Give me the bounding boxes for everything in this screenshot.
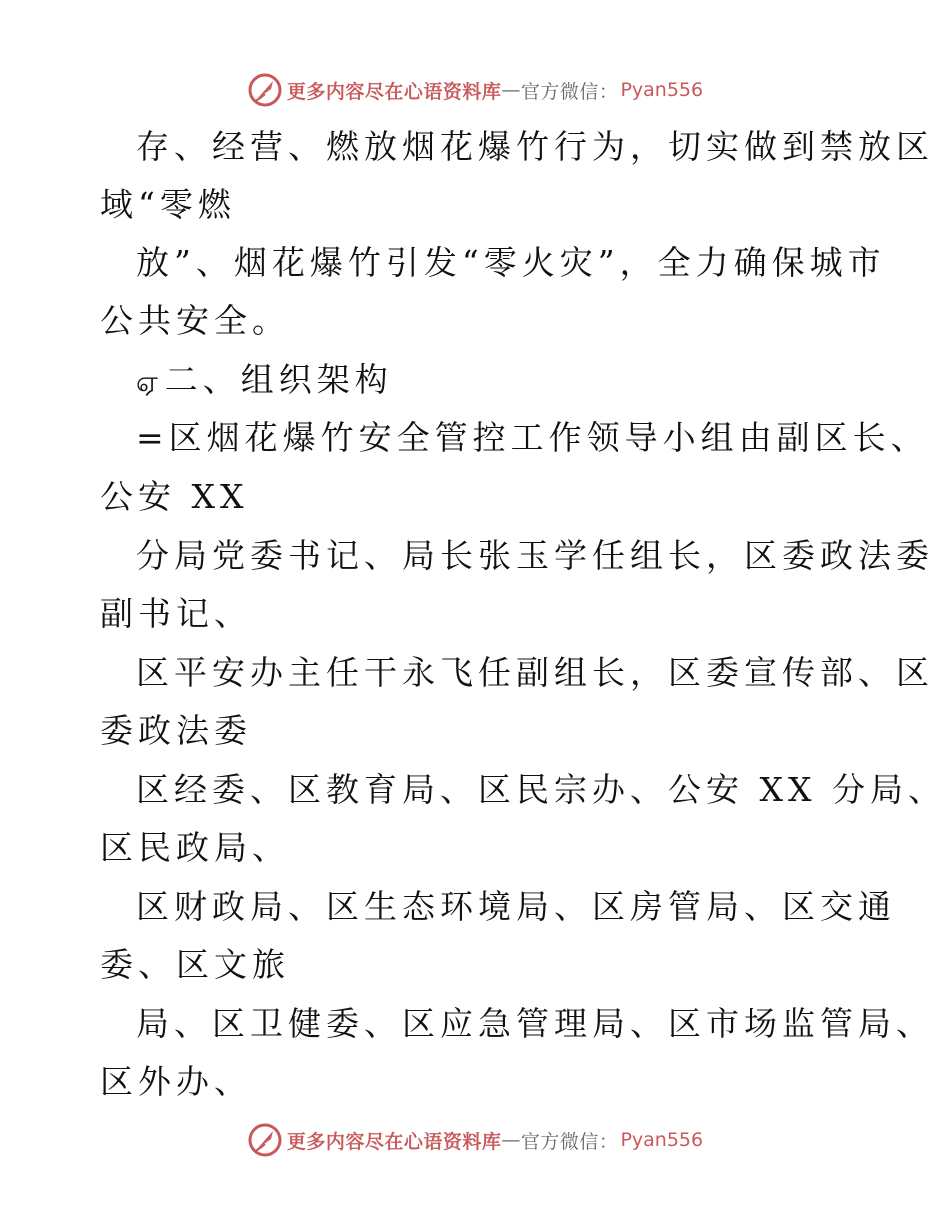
section-heading (136, 360, 896, 402)
section-heading-text: 二、组织架构 (164, 360, 393, 399)
text-line: 分局党委书记、局长张玉学任组长，区委政法委 (136, 536, 934, 575)
flourish-icon: ஏ (136, 365, 163, 398)
text-line: =区烟花爆竹安全管控工作领导小组由副区长、 (136, 418, 929, 457)
watermark-label: 官方微信： (520, 1130, 619, 1153)
watermark-text: 更多内容尽在心语资料库 (286, 1130, 502, 1153)
text-line: 区外办、 (100, 1062, 252, 1101)
text-line: 区经委、区教育局、区民宗办、公安 XX 分局、 (136, 770, 946, 809)
text-line: 副书记、 (100, 594, 252, 633)
text-line: 区平安办主任干永飞任副组长，区委宣传部、区 (136, 653, 934, 692)
text-line: 区财政局、区生态环境局、区房管局、区交通 (136, 887, 896, 926)
watermark-wechat-id: Pyan556 (620, 79, 704, 101)
watermark-dash: — (501, 79, 521, 101)
text-line: 存、经营、燃放烟花爆竹行为，切实做到禁放区 (136, 127, 934, 166)
text-line: 区民政局、 (100, 828, 290, 867)
watermark-text: 更多内容尽在心语资料库 (286, 80, 502, 103)
watermark-wechat-id: Pyan556 (620, 1129, 704, 1151)
text-line: 局、区卫健委、区应急管理局、区市场监管局、 (136, 1004, 934, 1043)
quill-logo-icon (247, 1122, 283, 1158)
text-line: 委、区文旅 (100, 945, 290, 984)
text-line: 放”、烟花爆竹引发“零火灾”，全力确保城市 (136, 243, 886, 282)
text-line: 公共安全。 (100, 301, 290, 340)
watermark-dash: — (501, 1129, 521, 1151)
text-line: 公安 XX (100, 477, 249, 516)
text-line: 域“零燃 (100, 185, 236, 224)
watermark-label: 官方微信： (520, 80, 619, 103)
text-line: 委政法委 (100, 711, 252, 750)
footer-watermark (0, 1120, 950, 1160)
